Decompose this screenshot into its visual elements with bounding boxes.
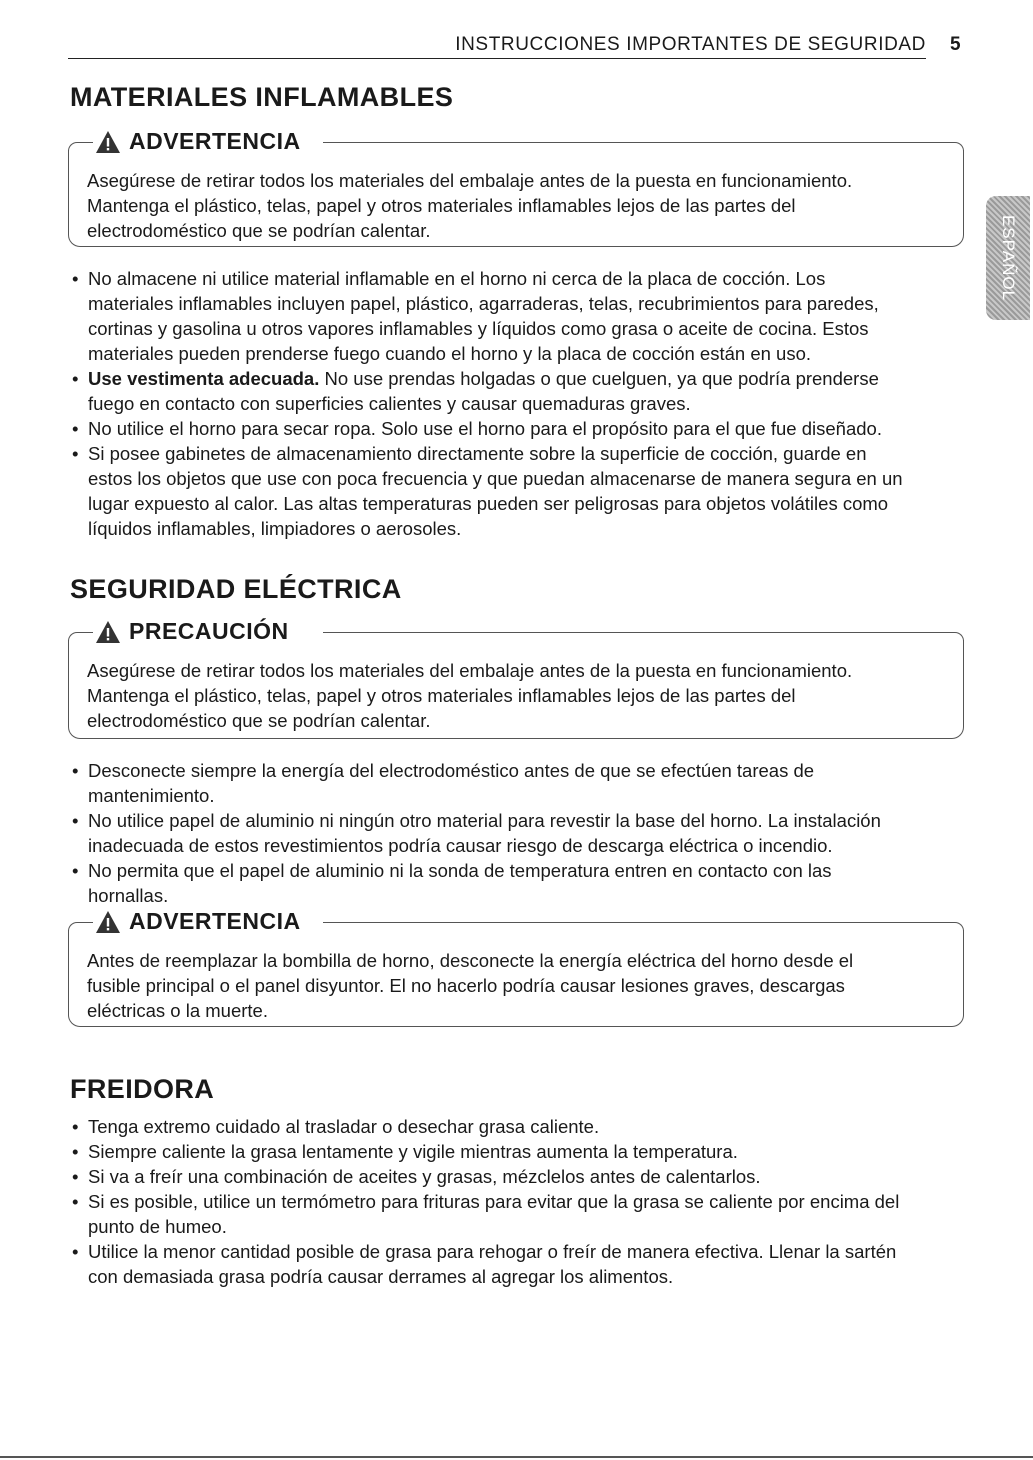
- box-corner: [68, 142, 93, 151]
- list-item: [72, 266, 962, 366]
- list-item-line: punto de humeo.: [88, 1216, 227, 1237]
- list-item: [72, 1189, 962, 1239]
- list-item-line: • Utilice la menor cantidad posible de grasa para rehogar o freír de manera efectiva. Llenar la sartén: [88, 1241, 897, 1262]
- box-corner: [323, 922, 964, 931]
- footer-rule: [0, 1456, 1033, 1458]
- bullet-list-freidora: [72, 1114, 962, 1289]
- list-item-line: [88, 366, 962, 391]
- box-corner: [68, 922, 93, 931]
- warning-line: electrodoméstico que se podrían calentar.: [87, 220, 431, 241]
- list-item-line: estos los objetos que use con poca frecuencia y que puedan almacenarse de manera segura en un: [88, 468, 903, 489]
- list-item-line: • Tenga extremo cuidado al trasladar o desechar grasa caliente.: [88, 1116, 600, 1137]
- warning-icon: [95, 910, 121, 934]
- list-item: [72, 758, 962, 808]
- caution-line: Asegúrese de retirar todos los materiales del embalaje antes de la puesta en funcionamiento.: [87, 660, 853, 681]
- warning-line: Asegúrese de retirar todos los materiales del embalaje antes de la puesta en funcionamiento.: [87, 170, 853, 191]
- page-header: [68, 34, 926, 59]
- section-title-inflamables: MATERIALES INFLAMABLES: [70, 82, 454, 112]
- caution-line: Mantenga el plástico, telas, papel y otros materiales inflamables lejos de las partes del: [87, 685, 796, 706]
- list-item: [72, 808, 962, 858]
- language-tab-label: ESPAÑOL: [999, 214, 1018, 302]
- list-item-line: inadecuada de estos revestimientos podría causar riesgo de descarga eléctrica o incendio.: [88, 835, 833, 856]
- caution-line: electrodoméstico que se podrían calentar.: [87, 710, 431, 731]
- list-item-line: • No almacene ni utilice material inflamable en el horno ni cerca de la placa de cocción. Los: [88, 268, 826, 289]
- list-item-line: líquidos inflamables, limpiadores o aerosoles.: [88, 518, 462, 539]
- warning-label: ADVERTENCIA: [129, 908, 301, 934]
- warning-line: eléctricas o la muerte.: [87, 1000, 268, 1021]
- warning-title: [93, 908, 307, 935]
- list-item-line: con demasiada grasa podría causar derrames al agregar los alimentos.: [88, 1266, 674, 1287]
- list-item-line: materiales inflamables incluyen papel, plástico, agarraderas, telas, recubrimientos para paredes,: [88, 293, 879, 314]
- list-item-line: • No permita que el papel de aluminio ni la sonda de temperatura entren en contacto con las: [88, 860, 832, 881]
- warning-icon: [95, 130, 121, 154]
- list-item: [72, 366, 962, 416]
- list-item-line: • No utilice el horno para secar ropa. Solo use el horno para el propósito para el que fue diseñado.: [88, 418, 882, 439]
- warning-box-electrica: [68, 908, 964, 1027]
- list-item: [72, 441, 962, 541]
- warning-title: [93, 128, 307, 155]
- section-title-electrica: SEGURIDAD ELÉCTRICA: [70, 574, 402, 604]
- list-item-line: cortinas y gasolina u otros vapores inflamables y líquidos como grasa o aceite de cocina. Estos: [88, 318, 869, 339]
- warning-line: fusible principal o el panel disyuntor. El no hacerlo podría causar lesiones graves, descargas: [87, 975, 845, 996]
- warning-line: Mantenga el plástico, telas, papel y otros materiales inflamables lejos de las partes del: [87, 195, 796, 216]
- list-item-line: • Si va a freír una combinación de aceites y grasas, mézclelos antes de calentarlos.: [88, 1166, 761, 1187]
- warning-box-inflamables: [68, 128, 964, 247]
- list-item-line: • Si es posible, utilice un termómetro para frituras para evitar que la grasa se caliente por encima del: [88, 1191, 900, 1212]
- list-item: [72, 1239, 962, 1289]
- box-corner: [68, 632, 93, 641]
- list-item-line: lugar expuesto al calor. Las altas temperaturas pueden ser peligrosas para objetos volátiles como: [88, 493, 889, 514]
- warning-icon: [95, 620, 121, 644]
- list-item-line: • No utilice papel de aluminio ni ningún otro material para revestir la base del horno. La instalación: [88, 810, 881, 831]
- page-number: 5: [950, 34, 961, 55]
- caution-body: [69, 640, 963, 743]
- warning-body: [69, 150, 963, 253]
- list-item: [72, 416, 962, 441]
- list-item-text: No use prendas holgadas o que cuelguen, ya que podría prenderse: [319, 368, 879, 389]
- warning-label: ADVERTENCIA: [129, 128, 301, 154]
- bullet-list-inflamables: [72, 266, 962, 541]
- language-tab: [986, 196, 1030, 320]
- list-item-line: • Desconecte siempre la energía del electrodoméstico antes de que se efectúen tareas de: [88, 760, 815, 781]
- list-item-line: mantenimiento.: [88, 785, 215, 806]
- section-title-freidora: FREIDORA: [70, 1074, 215, 1104]
- caution-title: [93, 618, 295, 645]
- list-item: [72, 1164, 962, 1189]
- list-item-line: materiales pueden prenderse fuego cuando el horno y la placa de cocción están en uso.: [88, 343, 812, 364]
- caution-box-electrica: [68, 618, 964, 739]
- list-item: [72, 858, 962, 908]
- warning-line: Antes de reemplazar la bombilla de horno, desconecte la energía eléctrica del horno desde el: [87, 950, 854, 971]
- list-item-line: hornallas.: [88, 885, 169, 906]
- list-item-line: • Siempre caliente la grasa lentamente y vigile mientras aumenta la temperatura.: [88, 1141, 738, 1162]
- box-corner: [323, 632, 964, 641]
- bullet-list-electrica: [72, 758, 962, 908]
- caution-label: PRECAUCIÓN: [129, 618, 289, 644]
- list-item-line: fuego en contacto con superficies calientes y causar quemaduras graves.: [88, 393, 691, 414]
- bold-lead: Use vestimenta adecuada.: [88, 368, 320, 389]
- header-title: INSTRUCCIONES IMPORTANTES DE SEGURIDAD: [455, 34, 926, 55]
- list-item: [72, 1114, 962, 1139]
- list-item-line: • Si posee gabinetes de almacenamiento directamente sobre la superficie de cocción, guarde en: [88, 443, 867, 464]
- warning-body: [69, 930, 963, 1033]
- box-corner: [323, 142, 964, 151]
- list-item: [72, 1139, 962, 1164]
